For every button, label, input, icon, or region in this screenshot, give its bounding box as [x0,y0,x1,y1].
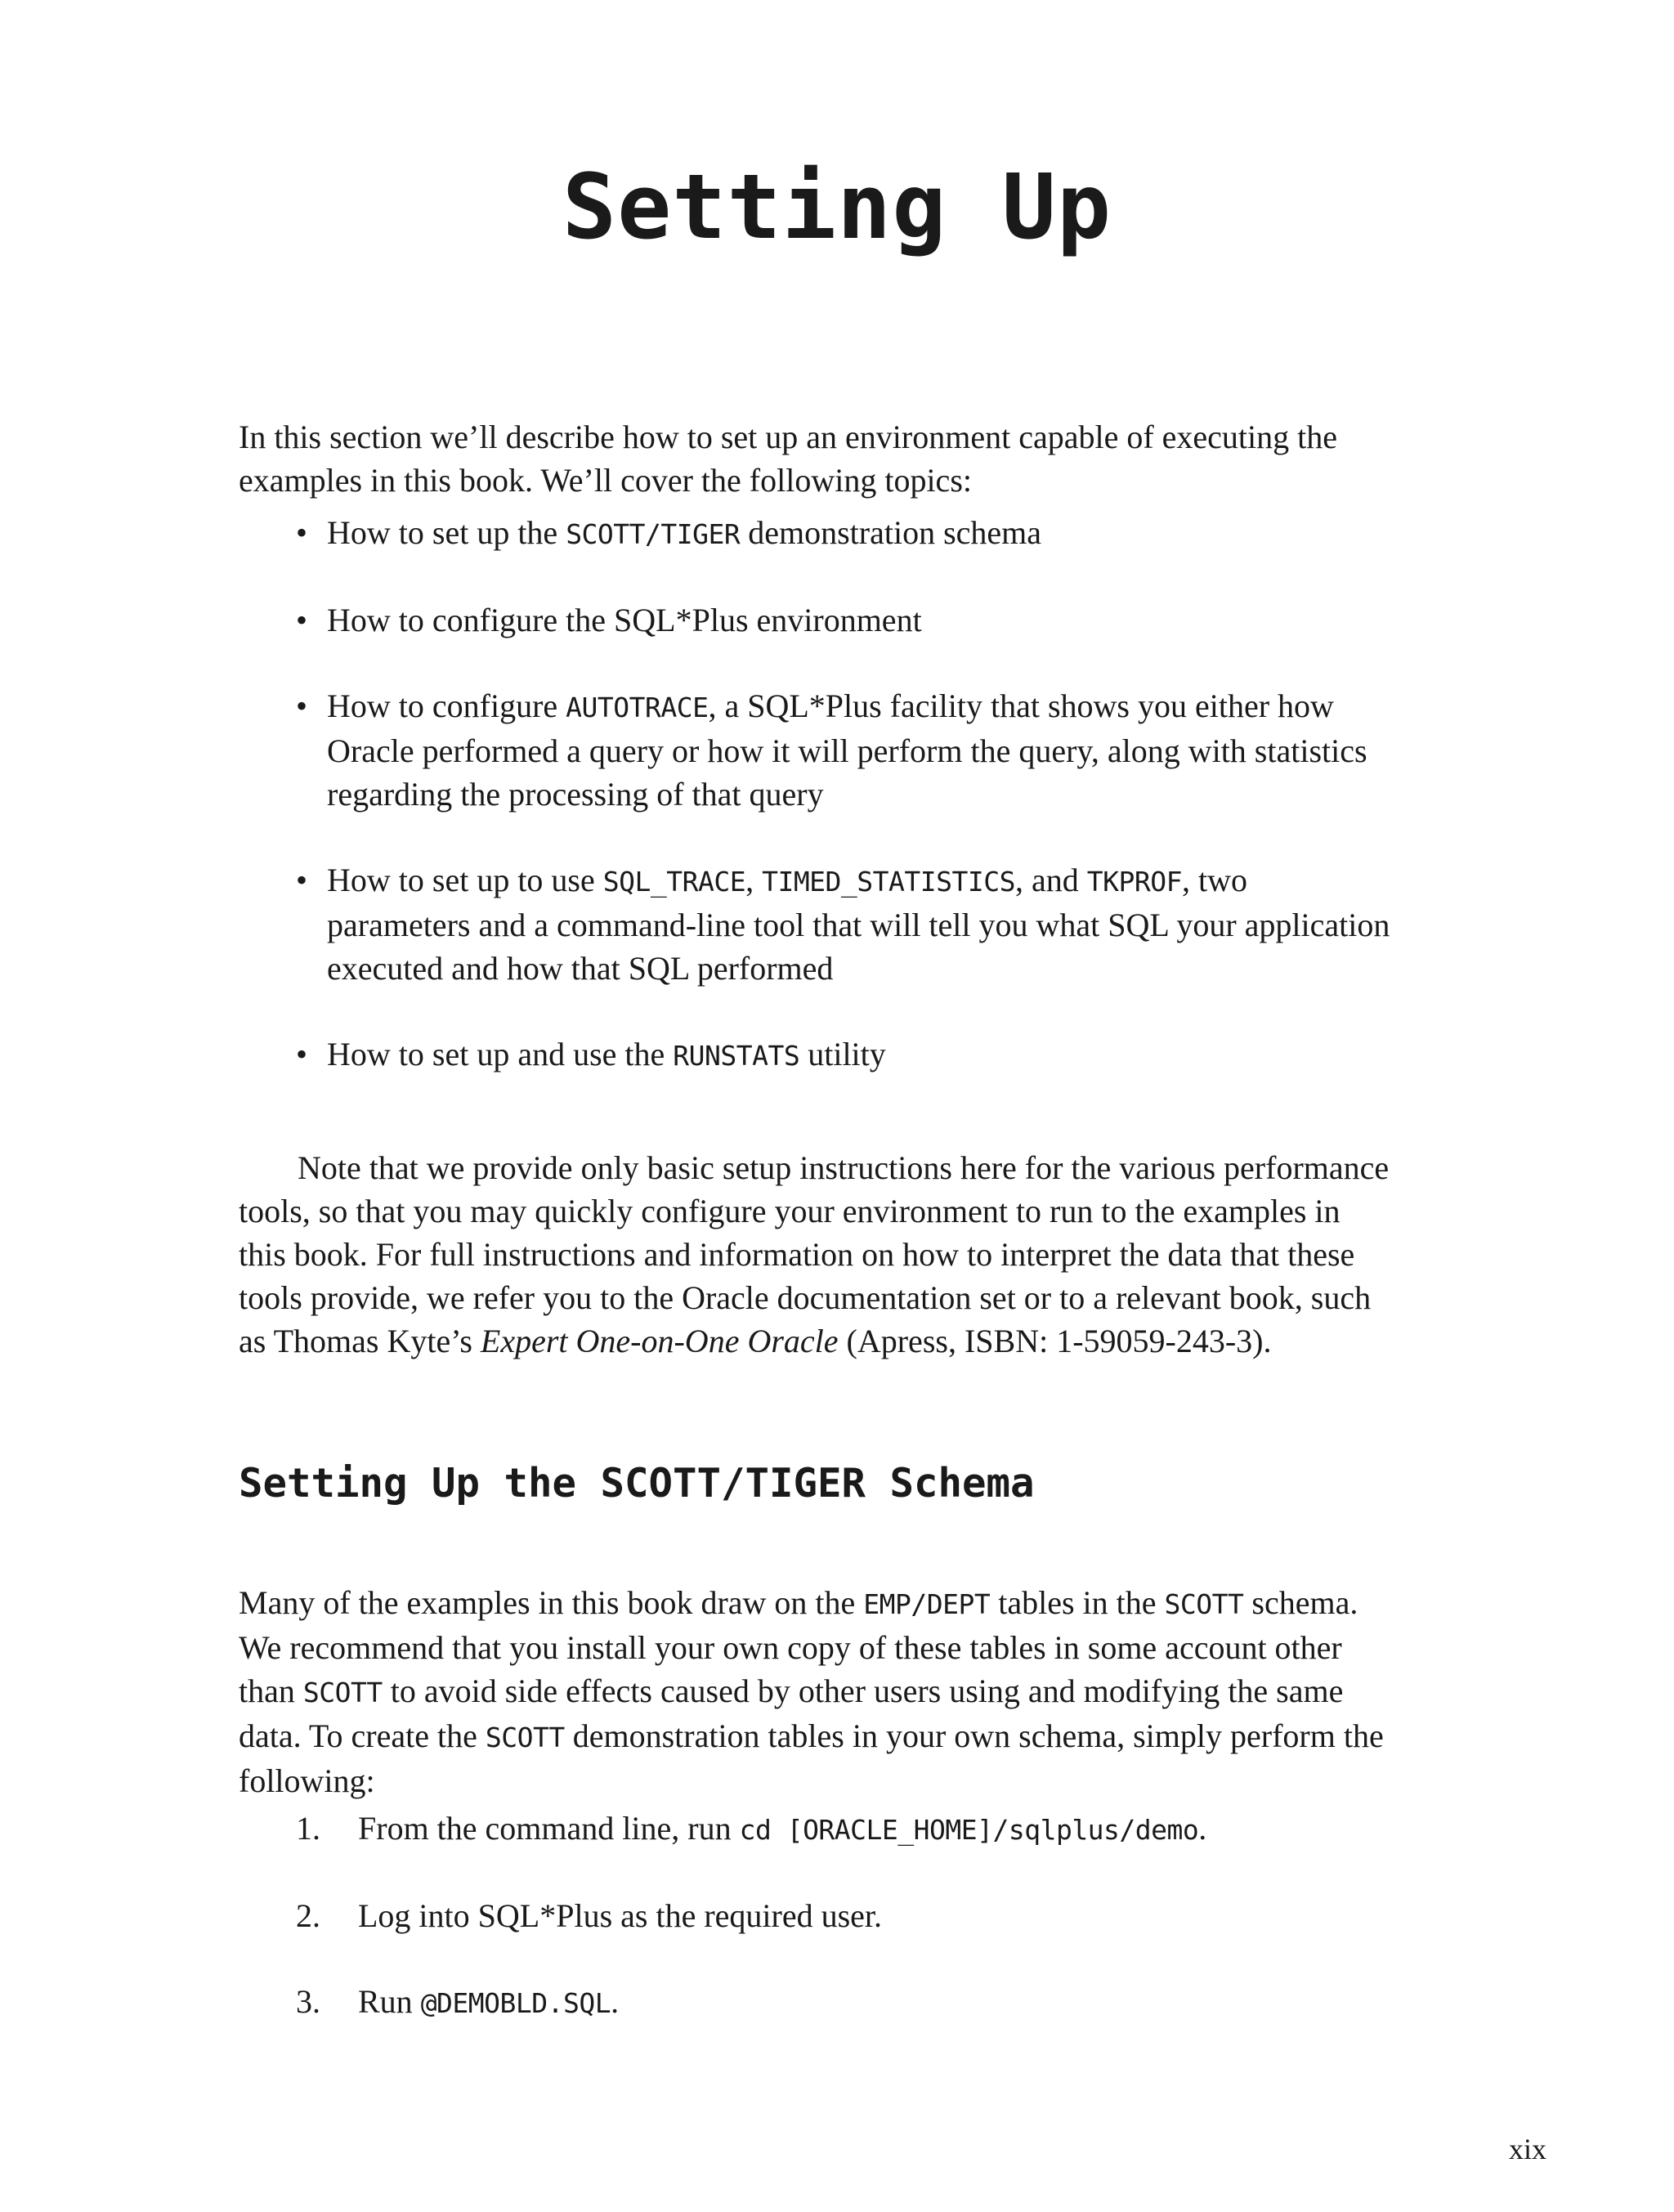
inline-code: SCOTT/TIGER [566,518,741,550]
note-paragraph: Note that we provide only basic setup instructions here for the various performance tools, so that you may quickly configure your environment to run to the examples in this book. For full instructions and information on how to interpret the data that these tools provide, we refer you to the Oracle documentation set or to a relevant book, such as Thomas Kyte’s Expert One-on-One Oracle (Apress, ISBN: 1-59059-243-3). [239,1149,1390,1359]
list-item: 2. Log into SQL*Plus as the required user. [239,1894,1391,1937]
inline-code: RUNSTATS [673,1040,800,1072]
inline-code: AUTOTRACE [566,692,709,723]
step-number: 2. [296,1897,320,1934]
inline-code: SQL_TRACE [602,866,746,898]
inline-code: TIMED_STATISTICS [762,866,1015,898]
inline-code: cd [ORACLE_HOME]/sqlplus/demo [739,1814,1199,1846]
list-item: • How to set up and use the RUNSTATS utility [239,1032,1391,1077]
book-title-italic: Expert One-on-One Oracle [480,1323,839,1359]
steps-list [239,1807,1391,2067]
list-item: • How to set up the SCOTT/TIGER demonstration schema [239,511,1391,556]
section-heading: Setting Up the SCOTT/TIGER Schema [239,1460,1035,1507]
list-item: 3. Run @DEMOBLD.SQL. [239,1980,1391,2025]
page-number: xix [1509,2133,1547,2165]
inline-code: EMP/DEPT [863,1588,991,1620]
bullet-marker: • [296,514,308,551]
list-item: • How to configure AUTOTRACE, a SQL*Plus facility that shows you either how Oracle performed a query or how it will perform the query, along with statistics regarding the processing of that query [239,684,1391,816]
bullet-marker: • [296,862,308,898]
bullet-marker: • [296,602,308,638]
step-number: 1. [296,1810,320,1847]
inline-code: TKPROF [1086,866,1182,898]
list-item: • How to set up to use SQL_TRACE, TIMED_STATISTICS, and TKPROF, two parameters and a command-line tool that will tell you what SQL your application executed and how that SQL performed [239,858,1391,990]
list-item: 1. From the command line, run cd [ORACLE_HOME]/sqlplus/demo. [239,1807,1391,1852]
bullet-marker: • [296,1036,308,1072]
list-item: • How to configure the SQL*Plus environment [239,598,1391,642]
intro-paragraph: In this section we’ll describe how to set up an environment capable of executing the examples in this book. We’ll cover the following topics: [239,419,1338,499]
inline-code: SCOTT [485,1722,565,1753]
schema-paragraph: Many of the examples in this book draw on the EMP/DEPT tables in the SCOTT schema. We recommend that you install your own copy of these tables in some account other than SCOTT to avoid side effects caused by other users using and modifying the same data. To create the SCOTT demonstration tables in your own schema, simply perform the following: [239,1584,1384,1799]
inline-code: SCOTT [1164,1588,1244,1620]
step-number: 3. [296,1983,320,2020]
topic-list [239,511,1391,1120]
bullet-marker: • [296,687,308,724]
inline-code: SCOTT [302,1677,383,1708]
chapter-title: Setting Up [562,154,1112,259]
inline-code: @DEMOBLD.SQL [420,1987,611,2019]
